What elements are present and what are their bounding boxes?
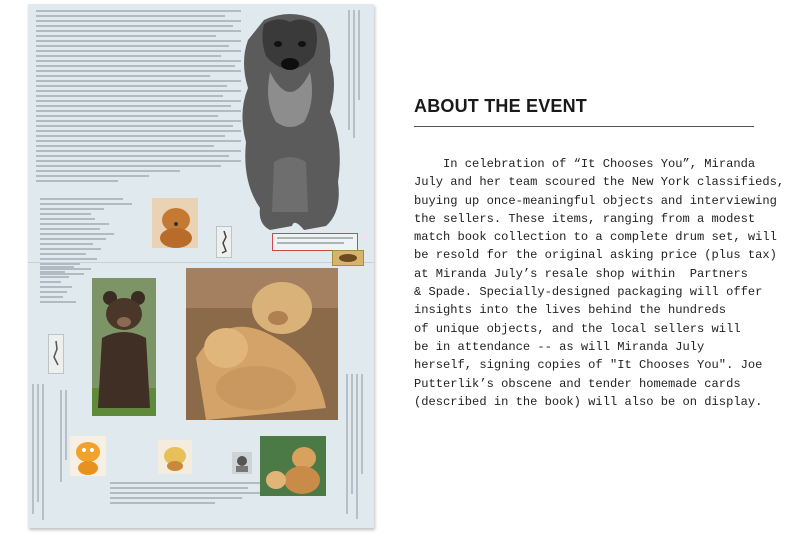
odie-sticker (158, 440, 192, 474)
event-description: In celebration of “It Chooses You”, Miranda July and her team scoured the New York classifieds, buying up once-meaningful objects and interviewing the sellers. These items, ranging from a modest match book collection to a complete drum set, will be resold for the original asking price (plus tax) at Miranda July’s resale shop within Partners & Spade. Specially-designed packaging will offer insights into the lives behind the hundreds of unique objects, and the local sellers will be in attendance -- as will Miranda July herself, signing copies of "It Chooses You". Joe Putterlik’s obscene and tender homemade cards (described in the book) will also be on display. (414, 157, 785, 409)
typed-list-lower (40, 266, 82, 316)
typed-note-bottom (110, 482, 260, 514)
figure-stamp-small (216, 226, 232, 258)
golden-puppy-photo (152, 198, 198, 248)
small-animal-tag (332, 250, 364, 266)
bear-cub-photo (92, 278, 156, 416)
small-photo-sticker (232, 452, 252, 474)
typed-margin-right-bottom (346, 374, 370, 524)
collage-card-image (28, 4, 374, 528)
event-heading: ABOUT THE EVENT (414, 96, 588, 116)
lion-cubs-photo (186, 268, 338, 420)
dog-cutout-photo (234, 12, 346, 234)
typed-margin-right-top (348, 10, 368, 140)
typed-letter-top (36, 10, 241, 190)
typed-margin-left-bottom (32, 384, 52, 524)
golden-retrievers-photo (260, 436, 326, 496)
garfield-sticker-left (70, 436, 106, 476)
deer-stamp-small (48, 334, 64, 374)
heading-divider (414, 126, 754, 127)
typed-caption-box (272, 233, 358, 251)
